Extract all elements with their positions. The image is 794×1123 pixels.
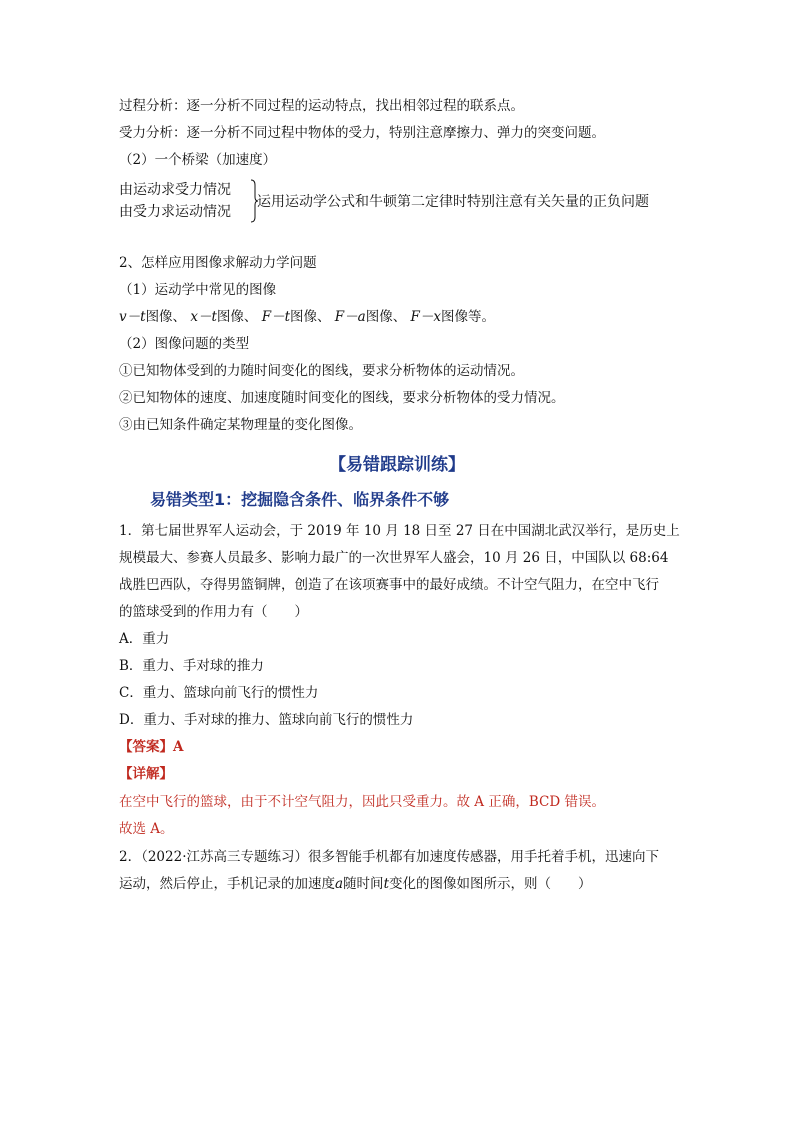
graph-type-vt: v－t — [119, 309, 146, 325]
q1-option-b: B．重力、手对球的推力 — [119, 658, 264, 674]
q1-option-a: A．重力 — [119, 631, 170, 647]
q2-var-a: a — [335, 876, 344, 892]
graphs-sub1: （1）运动学中常见的图像 — [119, 282, 277, 298]
brace-left-group — [119, 179, 231, 223]
error-type-title: 易错类型1：挖掘隐含条件、临界条件不够 — [150, 490, 450, 509]
q1-option-c: C．重力、篮球向前飞行的惯性力 — [119, 685, 319, 701]
section-title: 【易错跟踪训练】 — [329, 455, 465, 475]
process-analysis-line: 过程分析：逐一分析不同过程的运动特点，找出相邻过程的联系点。 — [119, 98, 524, 114]
q2-line-2-part-b: 随时间 — [343, 876, 384, 892]
graph-sep-1: 图像、 — [145, 309, 187, 325]
q1-detail-text: 在空中飞行的篮球，由于不计空气阻力，因此只受重力。故 A 正确，BCD 错误。 — [119, 794, 605, 810]
q1-answer: 【答案】A — [119, 739, 184, 755]
q1-option-d: D．重力、手对球的推力、篮球向前飞行的惯性力 — [119, 712, 414, 728]
graphs-sub2: （2）图像问题的类型 — [119, 336, 250, 352]
q1-line-4: 的篮球受到的作用力有（ ） — [119, 604, 308, 620]
graph-type-fx: F－x — [410, 309, 441, 325]
graph-sep-3: 图像、 — [290, 309, 331, 325]
q1-line-3: 战胜巴西队，夺得男篮铜牌，创造了在该项赛事中的最好成绩。不计空气阻力，在空中飞行 — [119, 577, 659, 593]
q2-line-2-part-c: 变化的图像如图所示，则（ ） — [389, 876, 592, 892]
brace-relation — [119, 179, 719, 225]
graph-sep-4: 图像、 — [365, 309, 407, 325]
graph-sep-2: 图像、 — [216, 309, 258, 325]
q2-line-2 — [119, 874, 592, 894]
graph-sep-5: 图像等。 — [441, 309, 495, 325]
graph-type-ft: F－t — [261, 309, 290, 325]
bridge-heading: （2）一个桥梁（加速度） — [119, 152, 277, 168]
q1-detail-label: 【详解】 — [119, 766, 173, 782]
graph-item-2: ②已知物体的速度、加速度随时间变化的图线，要求分析物体的受力情况。 — [119, 390, 565, 406]
brace-left-line-1: 由运动求受力情况 — [119, 182, 231, 198]
force-analysis-line: 受力分析：逐一分析不同过程中物体的受力，特别注意摩擦力、弹力的突变问题。 — [119, 125, 605, 141]
graph-type-fa: F－a — [334, 309, 366, 325]
brace-right-text: 运用运动学公式和牛顿第二定律时特别注意有关矢量的正负问题 — [257, 194, 649, 210]
graph-item-1: ①已知物体受到的力随时间变化的图线，要求分析物体的运动情况。 — [119, 363, 524, 379]
graph-type-xt: x－t — [190, 309, 217, 325]
q1-line-1: 1．第七届世界军人运动会，于 2019 年 10 月 18 日至 27 日在中国湖北武汉举行，是历史上 — [119, 523, 680, 539]
graph-item-3: ③由已知条件确定某物理量的变化图像。 — [119, 417, 362, 433]
graph-types-line — [119, 307, 495, 327]
graphs-heading: 2、怎样应用图像求解动力学问题 — [119, 255, 317, 271]
q1-conclusion: 故选 A。 — [119, 821, 174, 837]
brace-left-line-2: 由受力求运动情况 — [119, 204, 231, 220]
q2-line-2-part-a: 运动，然后停止，手机记录的加速度 — [119, 876, 335, 892]
q2-line-1: 2．（2022·江苏高三专题练习）很多智能手机都有加速度传感器，用手托着手机，迅速向下 — [119, 849, 659, 865]
q2-var-t: t — [383, 876, 389, 892]
q1-line-2: 规模最大、参赛人员最多、影响力最广的一次世界军人盛会，10 月 26 日，中国队以 68:64 — [119, 550, 669, 566]
